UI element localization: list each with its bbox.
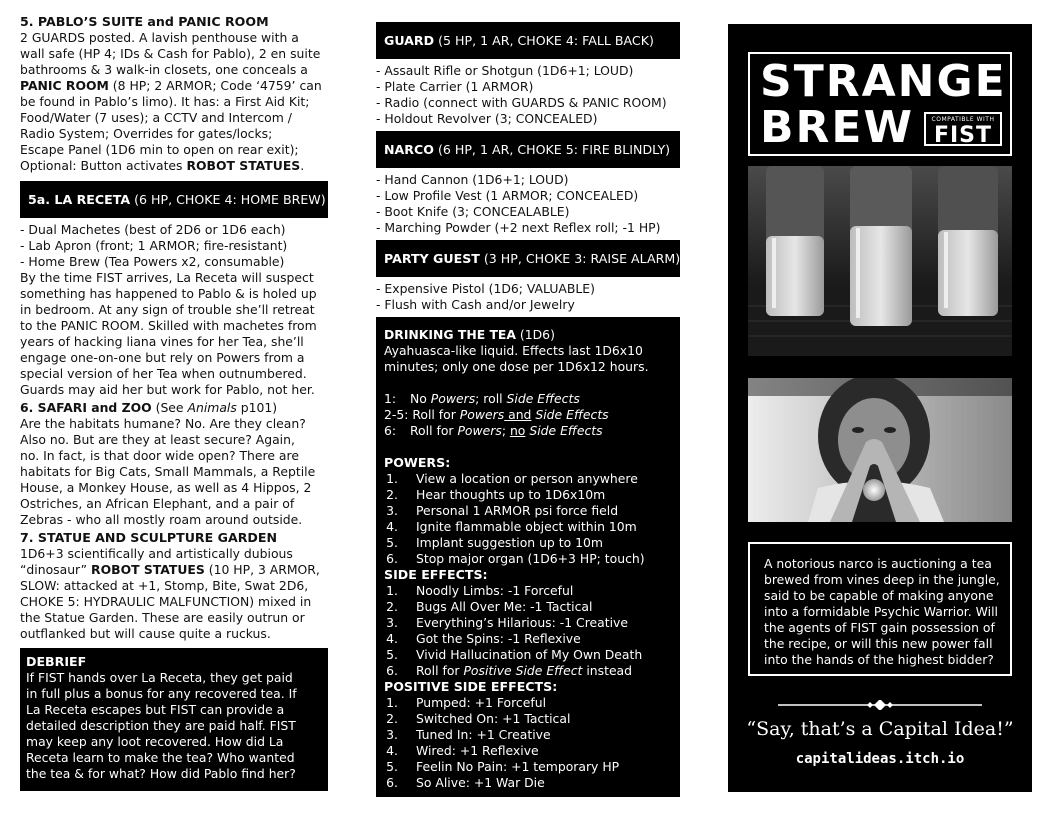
roll-1: 1: No Powers; roll Side Effects bbox=[384, 391, 580, 406]
body-line: to the PANIC ROOM. Skilled with machetes from bbox=[20, 318, 317, 333]
list-item: - Marching Powder (+2 next Reflex roll; -1 HP) bbox=[376, 220, 661, 235]
body-line: outflanked but will cause quite a ruckus. bbox=[20, 626, 271, 641]
fist-compatible-badge bbox=[924, 112, 1002, 146]
la-receta-body bbox=[20, 270, 330, 398]
drinking-tea-box bbox=[376, 317, 680, 797]
blurb-line: the recipe, or will this new power fall bbox=[764, 636, 993, 651]
badge-title: FIST bbox=[933, 123, 993, 148]
power-item: 2. Hear thoughts up to 1D6x10m bbox=[386, 487, 606, 502]
list-item: - Boot Knife (3; CONCEALABLE) bbox=[376, 204, 570, 219]
badge-caption: COMPATIBLE WITH bbox=[931, 116, 995, 123]
party-guest-items bbox=[376, 277, 680, 317]
narco-items bbox=[376, 168, 680, 240]
blurb-line: the agents of FIST gain possession of bbox=[764, 620, 995, 635]
middle-column bbox=[376, 22, 680, 797]
la-receta-items bbox=[20, 222, 330, 270]
power-item: 4. Ignite flammable object within 10m bbox=[386, 519, 637, 534]
list-item: - Lab Apron (front; 1 ARMOR; fire-resistant) bbox=[20, 238, 288, 253]
power-item: 6. Stop major organ (1D6+3 HP; touch) bbox=[386, 551, 645, 566]
section-5-text: be found in Pablo’s limo). It has: a First Aid Kit; bbox=[20, 94, 310, 109]
section-5-text: Radio System; Overrides for gates/locks; bbox=[20, 126, 273, 141]
side-effect-item: 5. Vivid Hallucination of My Own Death bbox=[386, 647, 643, 662]
logo-line-1: STRANGE bbox=[760, 56, 1007, 107]
guard-items bbox=[376, 59, 680, 131]
section-7-title: 7. STATUE AND SCULPTURE GARDEN bbox=[20, 530, 277, 545]
body-line: engage one-on-one but rely on Powers from a bbox=[20, 350, 305, 365]
body-line: 1D6+3 scientifically and artistically dubious bbox=[20, 546, 293, 561]
blurb-line: into a formidable Psychic Warrior. Will bbox=[764, 604, 998, 619]
body-line: House, a Monkey House, as well as 4 Hippos, 2 bbox=[20, 480, 312, 495]
narco-header: NARCO (6 HP, 1 AR, CHOKE 5: FIRE BLINDLY) bbox=[376, 131, 680, 168]
positive-effect-item: 4. Wired: +1 Reflexive bbox=[386, 743, 539, 758]
side-effect-item: 4. Got the Spins: -1 Reflexive bbox=[386, 631, 581, 646]
side-effect-item: 6. Roll for Positive Side Effect instead bbox=[386, 663, 633, 678]
blurb-line: into the hands of the highest bidder? bbox=[764, 652, 994, 667]
body-line: detailed description they are paid half. FIST bbox=[26, 718, 296, 733]
strange-brew-logo bbox=[748, 52, 1012, 156]
section-5-text: wall safe (HP 4; IDs & Cash for Pablo), 2 en suite bbox=[20, 46, 321, 61]
body-line: no. In fact, is that door wide open? There are bbox=[20, 448, 299, 463]
section-5-title: 5. PABLO’S SUITE and PANIC ROOM bbox=[20, 14, 269, 29]
section-5-text: bathrooms & 3 walk-in closets, one conceals a bbox=[20, 62, 308, 77]
roll-2-5: 2-5: Roll for Powers and Side Effects bbox=[384, 407, 609, 422]
ornament-divider-icon bbox=[778, 700, 982, 710]
side-effect-item: 3. Everything’s Hilarious: -1 Creative bbox=[386, 615, 628, 630]
blurb-line: brewed from vines deep in the jungle, bbox=[764, 572, 1000, 587]
psychic-woman-photo bbox=[748, 378, 1012, 522]
section-5-text: Optional: Button activates ROBOT STATUES. bbox=[20, 158, 305, 173]
power-item: 1. View a location or person anywhere bbox=[386, 471, 638, 486]
section-5-text: 2 GUARDS posted. A lavish penthouse with a bbox=[20, 30, 299, 45]
blurb-box bbox=[748, 542, 1012, 676]
power-item: 5. Implant suggestion up to 10m bbox=[386, 535, 603, 550]
blurb-line: said to be capable of making anyone bbox=[764, 588, 994, 603]
debrief-box bbox=[20, 648, 328, 791]
body-line: years of hacking liana vines for her Tea, she’ll bbox=[20, 334, 304, 349]
list-item: - Hand Cannon (1D6+1; LOUD) bbox=[376, 172, 569, 187]
powers-title: POWERS: bbox=[384, 455, 451, 470]
body-line: in bedroom. At any sign of trouble she’ll retreat bbox=[20, 302, 315, 317]
power-item: 3. Personal 1 ARMOR psi force field bbox=[386, 503, 619, 518]
body-line: habitats for Big Cats, Small Mammals, a Reptile bbox=[20, 464, 316, 479]
section-5-text: PANIC ROOM (8 HP; 2 ARMOR; Code ‘4759’ can bbox=[20, 78, 322, 93]
list-item: - Home Brew (Tea Powers x2, consumable) bbox=[20, 254, 285, 269]
section-6-title: 6. SAFARI and ZOO (See Animals p101) bbox=[20, 400, 278, 415]
list-item: - Radio (connect with GUARDS & PANIC ROOM) bbox=[376, 95, 667, 110]
cover-panel bbox=[728, 24, 1032, 792]
body-line: Ayahuasca-like liquid. Effects last 1D6x10 bbox=[384, 343, 643, 358]
left-column bbox=[20, 14, 330, 791]
positive-effect-item: 5. Feelin No Pain: +1 temporary HP bbox=[386, 759, 620, 774]
body-line: Zebras - who all mostly roam around outside. bbox=[20, 512, 303, 527]
list-item: - Dual Machetes (best of 2D6 or 1D6 each) bbox=[20, 222, 286, 237]
body-line: in full plus a bonus for any recovered tea. If bbox=[26, 686, 297, 701]
website-url: capitalideas.itch.io bbox=[795, 751, 965, 767]
tagline-quote: “Say, that’s a Capital Idea!” bbox=[746, 718, 1014, 740]
positive-side-effects-title: POSITIVE SIDE EFFECTS: bbox=[384, 679, 558, 694]
roll-6: 6: Roll for Powers; no Side Effects bbox=[384, 423, 603, 438]
body-line: something has happened to Pablo & is holed up bbox=[20, 286, 317, 301]
body-line: the Statue Garden. These are easily outrun or bbox=[20, 610, 305, 625]
list-item: - Expensive Pistol (1D6; VALUABLE) bbox=[376, 281, 595, 296]
positive-effect-item: 2. Switched On: +1 Tactical bbox=[386, 711, 571, 726]
tea-title: DRINKING THE TEA (1D6) bbox=[384, 327, 555, 342]
side-effect-item: 2. Bugs All Over Me: -1 Tactical bbox=[386, 599, 593, 614]
section-5-text: Food/Water (7 uses); a CCTV and Intercom / bbox=[20, 110, 292, 125]
side-effect-item: 1. Noodly Limbs: -1 Forceful bbox=[386, 583, 574, 598]
body-line: CHOKE 5: HYDRAULIC MALFUNCTION) mixed in bbox=[20, 594, 312, 609]
body-line: may keep any loot recovered. How did La bbox=[26, 734, 284, 749]
list-item: - Plate Carrier (1 ARMOR) bbox=[376, 79, 534, 94]
party-guest-header: PARTY GUEST (3 HP, CHOKE 3: RAISE ALARM) bbox=[376, 240, 680, 277]
body-line: If FIST hands over La Receta, they get paid bbox=[26, 670, 293, 685]
body-line: SLOW: attacked at +1, Stomp, Bite, Swat 2D6, bbox=[20, 578, 309, 593]
blurb-line: A notorious narco is auctioning a tea bbox=[764, 556, 992, 571]
body-line: special version of her Tea when outnumbered. bbox=[20, 366, 307, 381]
positive-effect-item: 6. So Alive: +1 War Die bbox=[386, 775, 545, 790]
la-receta-header: 5a. LA RECETA (6 HP, CHOKE 4: HOME BREW) bbox=[20, 181, 328, 218]
body-line: Ostriches, an African Elephant, and a pair of bbox=[20, 496, 295, 511]
side-effects-title: SIDE EFFECTS: bbox=[384, 567, 488, 582]
list-item: - Flush with Cash and/or Jewelry bbox=[376, 297, 575, 312]
body-line: Guards may aid her but work for Pablo, not her. bbox=[20, 382, 315, 397]
body-line: “dinosaur” ROBOT STATUES (10 HP, 3 ARMOR, bbox=[20, 562, 320, 577]
body-line: minutes; only one dose per 1D6x12 hours. bbox=[384, 359, 649, 374]
list-item: - Holdout Revolver (3; CONCEALED) bbox=[376, 111, 598, 126]
logo-line-2: BREW bbox=[760, 102, 915, 153]
positive-effect-item: 3. Tuned In: +1 Creative bbox=[386, 727, 551, 742]
body-line: La Receta escapes but FIST can provide a bbox=[26, 702, 285, 717]
body-line: the tea & for what? How did Pablo find her? bbox=[26, 766, 296, 781]
guard-header: GUARD (5 HP, 1 AR, CHOKE 4: FALL BACK) bbox=[376, 22, 680, 59]
section-5-text: Escape Panel (1D6 min to open on rear exit); bbox=[20, 142, 299, 157]
body-line: Receta learn to make the tea? Who wanted bbox=[26, 750, 295, 765]
body-line: Are the habitats humane? No. Are they clean? bbox=[20, 416, 306, 431]
tea-glasses-photo bbox=[748, 166, 1012, 356]
body-line: By the time FIST arrives, La Receta will suspect bbox=[20, 270, 314, 285]
list-item: - Assault Rifle or Shotgun (1D6+1; LOUD) bbox=[376, 63, 634, 78]
list-item: - Low Profile Vest (1 ARMOR; CONCEALED) bbox=[376, 188, 639, 203]
section-6-body bbox=[20, 416, 330, 528]
debrief-title: DEBRIEF bbox=[26, 654, 87, 669]
body-line: Also no. But are they at least secure? Again, bbox=[20, 432, 295, 447]
positive-effect-item: 1. Pumped: +1 Forceful bbox=[386, 695, 547, 710]
